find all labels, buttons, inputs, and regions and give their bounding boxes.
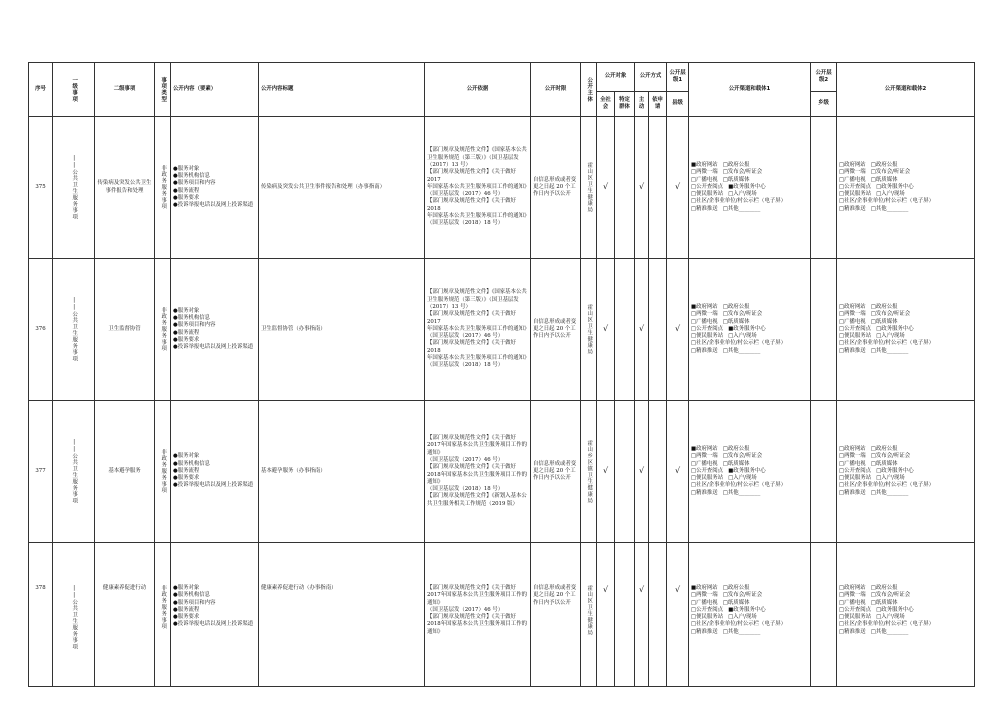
cell-target-specific <box>615 259 635 401</box>
basis-line: 【部门规章及规范性文件】《关于做好2017年国家基本公共卫生服务项目工作的通知》 <box>427 585 527 606</box>
cell-method-active: √ <box>635 259 649 401</box>
cell-channel2 <box>837 401 975 543</box>
channel-option: □便民服务站 <box>691 333 724 340</box>
channel-line <box>691 206 808 213</box>
channel-option: □政务服务中心 <box>876 467 914 474</box>
cell-basis <box>425 543 531 687</box>
cell-channel2 <box>837 117 975 259</box>
cell-county: √ <box>667 401 689 543</box>
cell-title: 基本避孕服务（办事指南） <box>259 401 425 543</box>
cell-channel1 <box>689 401 811 543</box>
channel-option: □入户/现场 <box>728 614 757 621</box>
channel-option: □广播电视 <box>839 460 866 467</box>
cell-seq: 376 <box>29 259 53 401</box>
channel-option: □公开查阅点 <box>839 467 872 474</box>
cell-time-limit: 自信息形成或者变更之日起 20 个工作日内予以公开 <box>531 543 581 687</box>
channel-option: □广播电视 <box>839 599 866 606</box>
channel-line <box>839 629 972 636</box>
channel-line <box>691 311 808 318</box>
cell-content <box>171 401 259 543</box>
channel-option: □纸质媒体 <box>870 460 898 467</box>
cell-subject: 霍山区卫生健康局 <box>581 117 597 259</box>
channel-option: □发布会/听证会 <box>870 453 911 460</box>
channel-option: □政府网站 <box>839 303 866 310</box>
channel-line <box>839 319 972 326</box>
channel-option: □两微一端 <box>691 453 718 460</box>
cell-county: √ <box>667 117 689 259</box>
channel-option: □入户/现场 <box>876 614 905 621</box>
channel-line <box>691 600 808 607</box>
channel-line <box>839 453 972 460</box>
cell-item-type: 非政务服务事项 <box>155 117 171 259</box>
channel-line <box>839 621 972 628</box>
content-item: ● 服务机构信息 <box>173 173 256 180</box>
header-county: 县级 <box>667 92 689 117</box>
channel-option: □精准推送 <box>691 628 718 635</box>
channel-option: □纸质媒体 <box>722 176 750 183</box>
channel-line <box>839 169 972 176</box>
basis-line: 年国家基本公共卫生服务项目工作的通知》 <box>427 213 530 220</box>
channel-option: □其他________ <box>722 628 761 635</box>
basis-line: 年国家基本公共卫生服务项目工作的通知》 <box>427 325 530 332</box>
channel-option: □社区/企事业单位/村公示栏（电子屏） <box>839 198 935 205</box>
channel-option: □入户/现场 <box>728 475 757 482</box>
channel-option: □社区/企事业单位/村公示栏（电子屏） <box>691 198 787 205</box>
content-item: ● 服务对象 <box>173 308 256 315</box>
channel-option: □政府网站 <box>839 585 866 591</box>
basis-line: （国卫基层发（2017）46 号） <box>427 333 504 340</box>
header-time-limit: 公开时限 <box>531 63 581 117</box>
content-item: ● 服务流程 <box>173 607 256 614</box>
basis-line: 【部门规章及规范性文件】《国家基本公共卫生服务规范（第三版）》（国卫基层发 <box>427 147 527 161</box>
basis-line: 年国家基本公共卫生服务项目工作的通知》 <box>427 183 530 190</box>
cell-township <box>811 117 837 259</box>
channel-option: □政府公报 <box>870 161 898 168</box>
channel-option: □精准推送 <box>691 489 718 496</box>
channel-option: □政务服务中心 <box>876 606 914 613</box>
header-seq: 序号 <box>29 63 53 117</box>
channel-option: □精准推送 <box>839 205 866 212</box>
channel-line <box>691 198 808 205</box>
cell-item-type: 非政务服务事项 <box>155 259 171 401</box>
cell-target-specific <box>615 117 635 259</box>
basis-line: 【部门规章及规范性文件】《关于做好2018年国家基本公共卫生服务项目工作的通知》 <box>427 614 527 635</box>
channel-line <box>691 348 808 355</box>
channel-option: □政务服务中心 <box>876 325 914 332</box>
cell-level1: ||公共卫生服务事项 <box>53 401 95 543</box>
channel-option: □便民服务站 <box>839 191 872 198</box>
channel-option: □广播电视 <box>839 318 866 325</box>
channel-line <box>691 169 808 176</box>
channel-option: □广播电视 <box>691 176 718 183</box>
header-method-apply: 依申请 <box>649 92 667 117</box>
basis-line: 年国家基本公共卫生服务项目工作的通知》 <box>427 355 530 362</box>
channel-option: □两微一端 <box>691 311 718 318</box>
channel-option: □社区/企事业单位/村公示栏（电子屏） <box>839 482 935 489</box>
channel-option: □社区/企事业单位/村公示栏（电子屏） <box>691 482 787 489</box>
cell-channel2 <box>837 543 975 687</box>
cell-subject: 霍山区卫生健康局 <box>581 543 597 687</box>
table-row <box>29 401 975 543</box>
channel-line <box>691 592 808 599</box>
cell-method-apply <box>649 259 667 401</box>
cell-title: 传染病及突发公共卫生事件报告和处理（办事指南） <box>259 117 425 259</box>
channel-option: □入户/现场 <box>728 191 757 198</box>
channel-option: □精准推送 <box>691 347 718 354</box>
cell-channel1 <box>689 117 811 259</box>
channel-option: ■政府网站 <box>691 161 718 168</box>
channel-option: □其他________ <box>722 205 761 212</box>
basis-line: （国卫基层发（2018）18 号） <box>427 486 504 493</box>
cell-time-limit: 自信息形成或者变更之日起 20 个工作日内予以公开 <box>531 117 581 259</box>
channel-line <box>839 461 972 468</box>
channel-line <box>691 490 808 497</box>
channel-option: □入户/现场 <box>876 191 905 198</box>
cell-target-specific <box>615 401 635 543</box>
channel-line <box>839 490 972 497</box>
channel-option: □便民服务站 <box>691 191 724 198</box>
content-item: ● 服务流程 <box>173 188 256 195</box>
cell-basis <box>425 259 531 401</box>
header-item-type: 事项类型 <box>155 63 171 117</box>
content-item: ● 服务要求 <box>173 337 256 344</box>
content-item: ● 服务流程 <box>173 468 256 475</box>
cell-level1: ||公共卫生服务事项 <box>53 543 95 687</box>
channel-option: □纸质媒体 <box>722 318 750 325</box>
channel-option: □发布会/听证会 <box>870 311 911 318</box>
basis-line: （国卫基层发（2018）18 号） <box>427 362 504 369</box>
header-level2: 二级事项 <box>95 63 155 117</box>
channel-option: □政务服务中心 <box>876 183 914 190</box>
cell-method-active: √ <box>635 543 649 687</box>
cell-channel1 <box>689 259 811 401</box>
cell-level1: ||公共卫生服务事项 <box>53 117 95 259</box>
channel-option: □政府网站 <box>839 161 866 168</box>
header-method: 公开方式 <box>635 63 667 92</box>
content-item: ● 服务对象 <box>173 453 256 460</box>
channel-option: □纸质媒体 <box>722 599 750 606</box>
cell-content <box>171 117 259 259</box>
cell-content <box>171 259 259 401</box>
channel-option: □公开查阅点 <box>839 606 872 613</box>
channel-option: ■政务服务中心 <box>728 325 766 332</box>
content-item: ● 服务项目和内容 <box>173 322 256 329</box>
channel-option: □发布会/听证会 <box>722 453 763 460</box>
channel-option: □政府公报 <box>870 585 898 591</box>
channel-option: □纸质媒体 <box>722 460 750 467</box>
table-row <box>29 259 975 401</box>
channel-option: □便民服务站 <box>839 333 872 340</box>
basis-line: 【部门规章及规范性文件】《关于做好 2018 <box>427 198 516 212</box>
cell-seq: 375 <box>29 117 53 259</box>
header-subject: 公开主体 <box>581 63 597 117</box>
channel-line <box>691 461 808 468</box>
header-township: 乡级 <box>811 92 837 117</box>
channel-option: □两微一端 <box>839 453 866 460</box>
channel-option: □社区/企事业单位/村公示栏（电子屏） <box>691 340 787 347</box>
channel-line <box>691 621 808 628</box>
channel-option: □政府公报 <box>870 303 898 310</box>
channel-option: □广播电视 <box>839 176 866 183</box>
content-item: ● 服务项目和内容 <box>173 180 256 187</box>
cell-target-specific <box>615 543 635 687</box>
channel-line <box>839 600 972 607</box>
cell-seq: 378 <box>29 543 53 687</box>
cell-target-all: √ <box>597 259 615 401</box>
channel-option: □公开查阅点 <box>691 325 724 332</box>
cell-method-active: √ <box>635 117 649 259</box>
cell-target-all: √ <box>597 401 615 543</box>
cell-method-active: √ <box>635 401 649 543</box>
content-item: ● 服务对象 <box>173 585 256 592</box>
basis-line: （国卫基层发（2018）18 号） <box>427 220 504 227</box>
channel-option: □其他________ <box>722 489 761 496</box>
channel-line <box>839 348 972 355</box>
channel-line <box>839 340 972 347</box>
channel-option: □纸质媒体 <box>870 599 898 606</box>
channel-option: ■政府网站 <box>691 585 718 591</box>
basis-line: 【部门规章及规范性文件】《关于做好 2017 <box>427 311 516 325</box>
header-content-title: 公开内容标题 <box>259 63 425 117</box>
cell-content <box>171 543 259 687</box>
channel-line <box>839 482 972 489</box>
channel-option: □两微一端 <box>839 311 866 318</box>
cell-county: √ <box>667 543 689 687</box>
channel-option: □其他________ <box>870 347 909 354</box>
header-level2-open: 公开层级2 <box>811 63 837 92</box>
channel-option: ■政务服务中心 <box>728 467 766 474</box>
content-item: ● 服务机构信息 <box>173 461 256 468</box>
channel-option: □精准推送 <box>691 205 718 212</box>
channel-option: □入户/现场 <box>876 475 905 482</box>
channel-option: □公开查阅点 <box>839 325 872 332</box>
header-channel1: 公开渠道和载体1 <box>689 63 811 117</box>
channel-line <box>839 198 972 205</box>
header-content: 公开内容（要素） <box>171 63 259 117</box>
channel-option: □政府公报 <box>722 445 750 452</box>
basis-line: 【部门规章及规范性文件】《关于做好 2018 <box>427 340 516 354</box>
content-item: ● 服务机构信息 <box>173 315 256 322</box>
channel-option: □精准推送 <box>839 347 866 354</box>
channel-option: □便民服务站 <box>691 614 724 621</box>
channel-option: □入户/现场 <box>876 333 905 340</box>
cell-subject: 霍山乡区镇卫生健康局 <box>581 401 597 543</box>
basis-line: 【部门规章及规范性文件】《关于做好2017年国家基本公共卫生服务项目工作的通知》 <box>427 435 527 456</box>
cell-level2: 健康素养促进行动 <box>95 543 155 687</box>
channel-line <box>839 311 972 318</box>
header-target: 公开对象 <box>597 63 635 92</box>
basis-line: （国卫基层发（2017）46 号） <box>427 606 504 613</box>
channel-line <box>691 177 808 184</box>
header-target-specific: 特定群体 <box>615 92 635 117</box>
cell-channel1 <box>689 543 811 687</box>
basis-line: （国卫基层发（2017）46 号） <box>427 191 504 198</box>
cell-method-apply <box>649 401 667 543</box>
cell-method-apply <box>649 117 667 259</box>
cell-township <box>811 401 837 543</box>
channel-option: □其他________ <box>870 489 909 496</box>
channel-option: □两微一端 <box>691 169 718 176</box>
channel-option: □两微一端 <box>839 169 866 176</box>
channel-option: □其他________ <box>870 205 909 212</box>
cell-township <box>811 543 837 687</box>
content-item: ● 投诉举报电话以及网上投诉渠道 <box>173 621 256 628</box>
cell-title: 卫生监督协管（办事指南） <box>259 259 425 401</box>
cell-method-apply <box>649 543 667 687</box>
table-row <box>29 543 975 687</box>
content-item: ● 服务要求 <box>173 475 256 482</box>
header-target-all: 全社会 <box>597 92 615 117</box>
content-item: ● 投诉举报电话以及网上投诉渠道 <box>173 202 256 209</box>
channel-option: □精准推送 <box>839 628 866 635</box>
cell-item-type: 非政务服务事项 <box>155 401 171 543</box>
channel-line <box>691 482 808 489</box>
cell-level1: ||公共卫生服务事项 <box>53 259 95 401</box>
channel-option: □发布会/听证会 <box>722 169 763 176</box>
cell-basis <box>425 117 531 259</box>
channel-option: □发布会/听证会 <box>722 592 763 599</box>
content-item: ● 投诉举报电话以及网上投诉渠道 <box>173 344 256 351</box>
channel-option: □两微一端 <box>691 592 718 599</box>
channel-option: □政府公报 <box>722 303 750 310</box>
basis-line: （国卫基层发（2017）46 号） <box>427 456 504 463</box>
channel-option: □其他________ <box>722 347 761 354</box>
channel-option: □两微一端 <box>839 592 866 599</box>
channel-line <box>691 319 808 326</box>
disclosure-table <box>28 62 975 687</box>
content-item: ● 服务要求 <box>173 195 256 202</box>
cell-time-limit: 自信息形成或者变更之日起 20 个工作日内予以公开 <box>531 259 581 401</box>
cell-item-type: 非政务服务事项 <box>155 543 171 687</box>
channel-option: □其他________ <box>870 628 909 635</box>
channel-option: ■政府网站 <box>691 445 718 452</box>
channel-option: □广播电视 <box>691 599 718 606</box>
channel-option: □公开查阅点 <box>691 467 724 474</box>
basis-line: 【部门规章及规范性文件】《新划入基本公共卫生服务相关工作规范（2019 版） <box>427 493 527 507</box>
channel-option: □广播电视 <box>691 318 718 325</box>
channel-line <box>691 453 808 460</box>
channel-option: □政府公报 <box>870 445 898 452</box>
table-row <box>29 117 975 259</box>
channel-option: □政府网站 <box>839 445 866 452</box>
channel-option: □便民服务站 <box>839 614 872 621</box>
cell-level2: 传染病及突发公共卫生事件报告和处理 <box>95 117 155 259</box>
channel-option: □发布会/听证会 <box>722 311 763 318</box>
content-item: ● 投诉举报电话以及网上投诉渠道 <box>173 482 256 489</box>
channel-option: □发布会/听证会 <box>870 169 911 176</box>
channel-option: □社区/企事业单位/村公示栏（电子屏） <box>839 621 935 628</box>
basis-line: （2017）13 号） <box>427 161 471 168</box>
channel-option: □公开查阅点 <box>839 183 872 190</box>
header-row <box>29 63 975 92</box>
cell-township <box>811 259 837 401</box>
channel-option: □纸质媒体 <box>870 176 898 183</box>
cell-title: 健康素养促进行动（办事指南） <box>259 543 425 687</box>
content-item: ● 服务对象 <box>173 166 256 173</box>
channel-line <box>691 629 808 636</box>
channel-option: □公开查阅点 <box>691 183 724 190</box>
channel-line <box>691 340 808 347</box>
cell-target-all: √ <box>597 117 615 259</box>
basis-line: 【部门规章及规范性文件】《关于做好 2017 <box>427 169 516 183</box>
channel-option: □政府公报 <box>722 161 750 168</box>
channel-option: ■政府网站 <box>691 303 718 310</box>
channel-option: □公开查阅点 <box>691 606 724 613</box>
content-item: ● 服务流程 <box>173 330 256 337</box>
cell-channel2 <box>837 259 975 401</box>
channel-option: □精准推送 <box>839 489 866 496</box>
cell-subject: 霍山区卫生健康局 <box>581 259 597 401</box>
channel-option: ■政务服务中心 <box>728 606 766 613</box>
header-level1-open: 公开层级1 <box>667 63 689 92</box>
header-basis: 公开依据 <box>425 63 531 117</box>
channel-option: □便民服务站 <box>839 475 872 482</box>
cell-level2: 卫生监督协管 <box>95 259 155 401</box>
channel-option: □纸质媒体 <box>870 318 898 325</box>
cell-time-limit: 自信息形成或者变更之日起 20 个工作日内予以公开 <box>531 401 581 543</box>
channel-line <box>839 592 972 599</box>
basis-line: 【部门规章及规范性文件】《国家基本公共卫生服务规范（第三版）》（国卫基层发 <box>427 289 527 303</box>
basis-line: 【部门规章及规范性文件】《关于做好2018年国家基本公共卫生服务项目工作的通知》 <box>427 464 527 485</box>
cell-level2: 基本避孕服务 <box>95 401 155 543</box>
cell-county: √ <box>667 259 689 401</box>
channel-option: □政府公报 <box>722 585 750 591</box>
header-level1: 一级事项 <box>53 63 95 117</box>
cell-target-all: √ <box>597 543 615 687</box>
content-item: ● 服务机构信息 <box>173 592 256 599</box>
content-item: ● 服务项目和内容 <box>173 600 256 607</box>
cell-seq: 377 <box>29 401 53 543</box>
header-method-active: 主动 <box>635 92 649 117</box>
content-item: ● 服务要求 <box>173 614 256 621</box>
channel-option: □社区/企事业单位/村公示栏（电子屏） <box>691 621 787 628</box>
channel-option: □发布会/听证会 <box>870 592 911 599</box>
header-channel2: 公开渠道和载体2 <box>837 63 975 117</box>
channel-option: □社区/企事业单位/村公示栏（电子屏） <box>839 340 935 347</box>
channel-line <box>839 177 972 184</box>
channel-option: ■政务服务中心 <box>728 183 766 190</box>
basis-line: （2017）13 号） <box>427 303 471 310</box>
channel-option: □便民服务站 <box>691 475 724 482</box>
channel-option: □入户/现场 <box>728 333 757 340</box>
channel-line <box>839 206 972 213</box>
cell-basis <box>425 401 531 543</box>
channel-option: □广播电视 <box>691 460 718 467</box>
